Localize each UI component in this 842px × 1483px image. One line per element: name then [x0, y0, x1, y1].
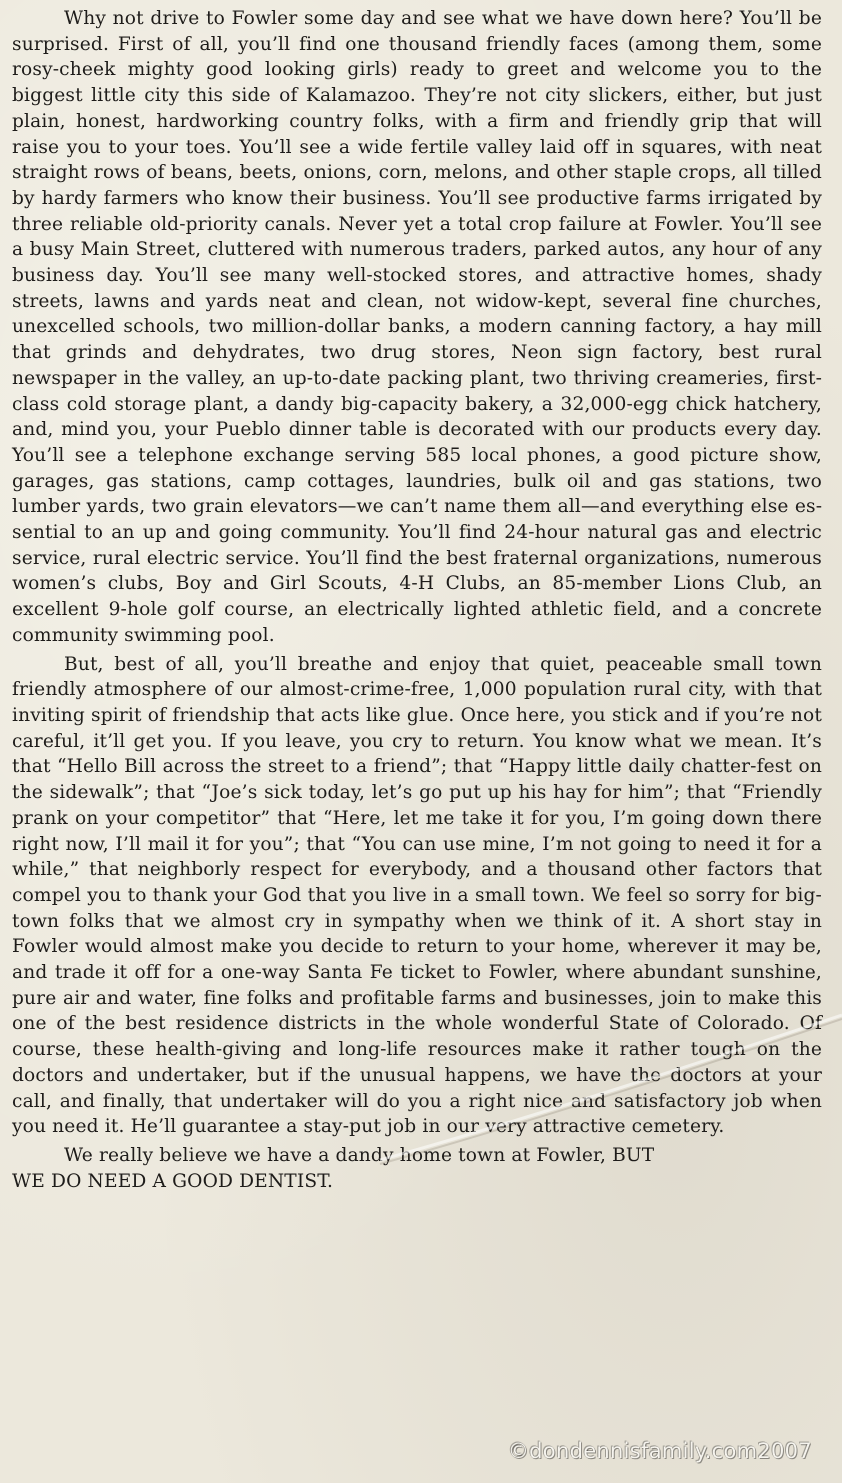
copyright-watermark: ©dondennisfamily.com2007: [507, 1439, 812, 1463]
document-page: [12, 6, 822, 1476]
closing-lead-text: We really believe we have a dandy home town at Fowler, BUT: [64, 1144, 655, 1166]
closing-paragraph: [12, 1143, 822, 1194]
article-paragraph-1: Why not drive to Fowler some day and see what we have down here? You’ll be surprised. First of all, you’ll find one thousand friendly faces (among them, some rosy-cheek mighty good looking girls) ready to greet and welcome you to the biggest little city this side of Kalamazoo. They’re not city slickers, either, but just plain, honest, hardworking country folks, with a firm and friendly grip that will raise you to your toes. You’ll see a wide fertile valley laid off in squares, with neat straight rows of beans, beets, onions, corn, melons, and other staple crops, all tilled by hardy farmers who know their business. You’ll see productive farms irrigated by three reliable old-priority canals. Never yet a total crop failure at Fowler. You’ll see a busy Main Street, cluttered with numerous traders, parked autos, any hour of any business day. You’ll see many well-stocked stores, and attractive homes, shady streets, lawns and yards neat and clean, not widow-kept, several fine churches, unexcelled schools, two million-dollar banks, a modern canning factory, a hay mill that grinds and dehydrates, two drug stores, Neon sign factory, best rural newspaper in the valley, an up-to-date packing plant, two thriving creameries, first-class cold storage plant, a dandy big-capacity bakery, a 32,000-egg chick hatchery, and, mind you, your Pueblo dinner table is decorated with our products every day. You’ll see a telephone exchange serving 585 local phones, a good picture show, garages, gas stations, camp cottages, laundries, bulk oil and gas stations, two lumber yards, two grain elevators—we can’t name them all—and everything else essential to an up and going community. You’ll find 24-hour natural gas and electric service, rural electric service. You’ll find the best fraternal organizations, numerous women’s clubs, Boy and Girl Scouts, 4-H Clubs, an 85-member Lions Club, an excellent 9-hole golf course, an electrically lighted athletic field, and a concrete community swimming pool.: [12, 8, 822, 646]
article-paragraph-2: But, best of all, you’ll breathe and enjoy that quiet, peaceable small town friendly atmosphere of our almost-crime-free, 1,000 population rural city, with that inviting spirit of friendship that acts like glue. Once here, you stick and if you’re not careful, it’ll get you. If you leave, you cry to return. You know what we mean. It’s that “Hello Bill across the street to a friend”; that “Happy little daily chatter-fest on the sidewalk”; that “Joe’s sick today, let’s go put up his hay for him”; that “Friendly prank on your competitor” that “Here, let me take it for you, I’m going down there right now, I’ll mail it for you”; that “You can use mine, I’m not going to need it for a while,” that neighborly respect for everybody, and a thousand other factors that compel you to thank your God that you live in a small town. We feel so sorry for big-town folks that we almost cry in sympathy when we think of it. A short stay in Fowler would almost make you decide to return to your home, wherever it may be, and trade it off for a one-way Santa Fe ticket to Fowler, where abundant sunshine, pure air and water, fine folks and profitable farms and businesses, join to make this one of the best residence districts in the whole wonderful State of Colorado. Of course, these health-giving and long-life resources make it rather tough on the doctors and undertaker, but if the unusual happens, we have the doctors at your call, and finally, that undertaker will do you a right nice and satisfactory job when you need it. He’ll guarantee a stay-put job in our very attractive cemetery.: [12, 653, 822, 1138]
closing-caps-text: WE DO NEED A GOOD DENTIST.: [12, 1170, 334, 1192]
